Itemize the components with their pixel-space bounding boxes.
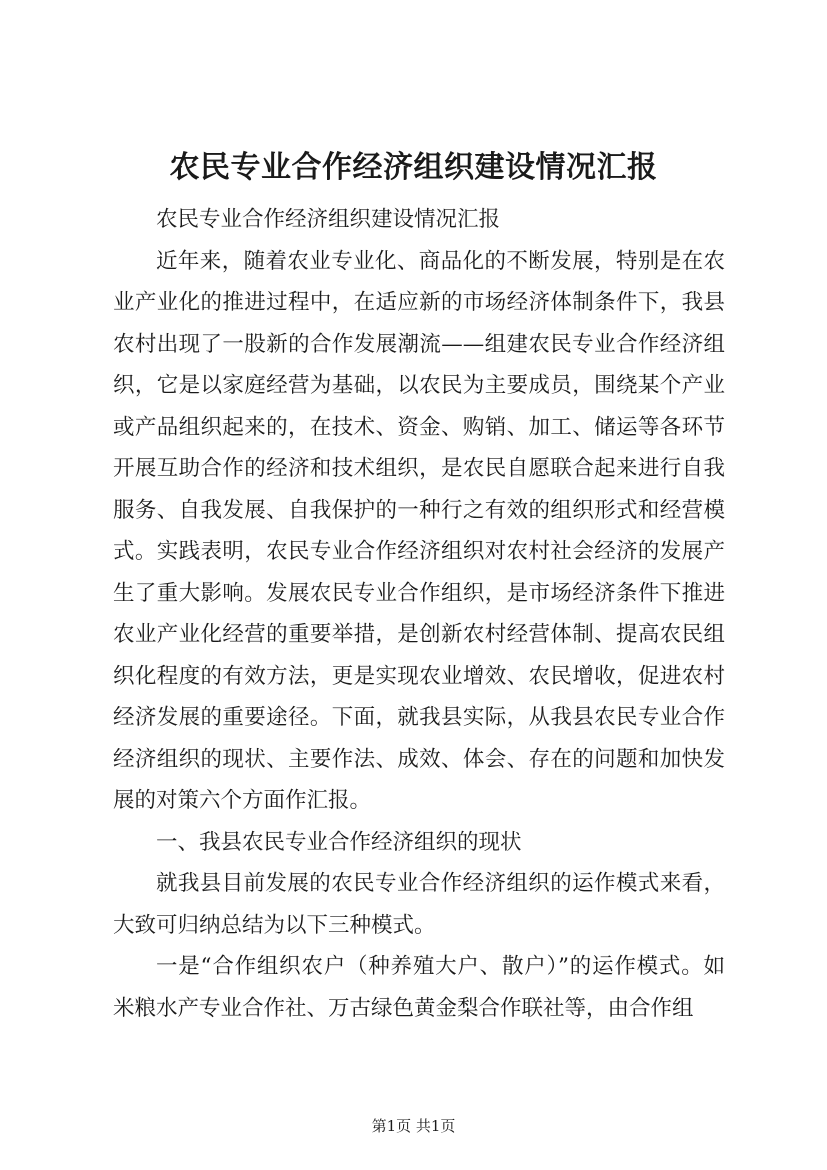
body-paragraph-subtitle: 农民专业合作经济组织建设情况汇报 (156, 207, 501, 232)
body-paragraph-model-one: 一是“合作组织农户（种养殖大户、散户）”的运作模式。如米粮水产专业合作社、万古绿色黄金梨合作联社等，由合作组 (113, 954, 725, 1021)
document-body (113, 199, 725, 1029)
document-title: 农民专业合作经济组织建设情况汇报 (169, 150, 658, 185)
body-paragraph-models: 就我县目前发展的农民专业合作经济组织的运作模式来看，大致可归纳总结为以下三种模式。 (113, 871, 725, 938)
body-paragraph-intro: 近年来，随着农业专业化、商品化的不断发展，特别是在农业产业化的推进过程中，在适应新的市场经济体制条件下，我县农村出现了一股新的合作发展潮流——组建农民专业合作经济组织，它是以家庭经营为基础，以农民为主要成员，围绕某个产业或产品组织起来的，在技术、资金、购销、加工、储运等各环节开展互助合作的经济和技术组织，是农民自愿联合起来进行自我服务、自我发展、自我保护的一种行之有效的组织形式和经营模式。实践表明，农民专业合作经济组织对农村社会经济的发展产生了重大影响。发展农民专业合作组织，是市场经济条件下推进农业产业化经营的重要举措，是创新农村经营体制、提高农民组织化程度的有效方法，更是实现农业增效、农民增收，促进农村经济发展的重要途径。下面，就我县实际，从我县农民专业合作经济组织的现状、主要作法、成效、体会、存在的问题和加快发展的对策六个方面作汇报。 (113, 248, 725, 813)
section-heading-status: 一、我县农民专业合作经济组织的现状 (156, 829, 522, 855)
page-footer: 第1页 共1页 (371, 1117, 456, 1135)
